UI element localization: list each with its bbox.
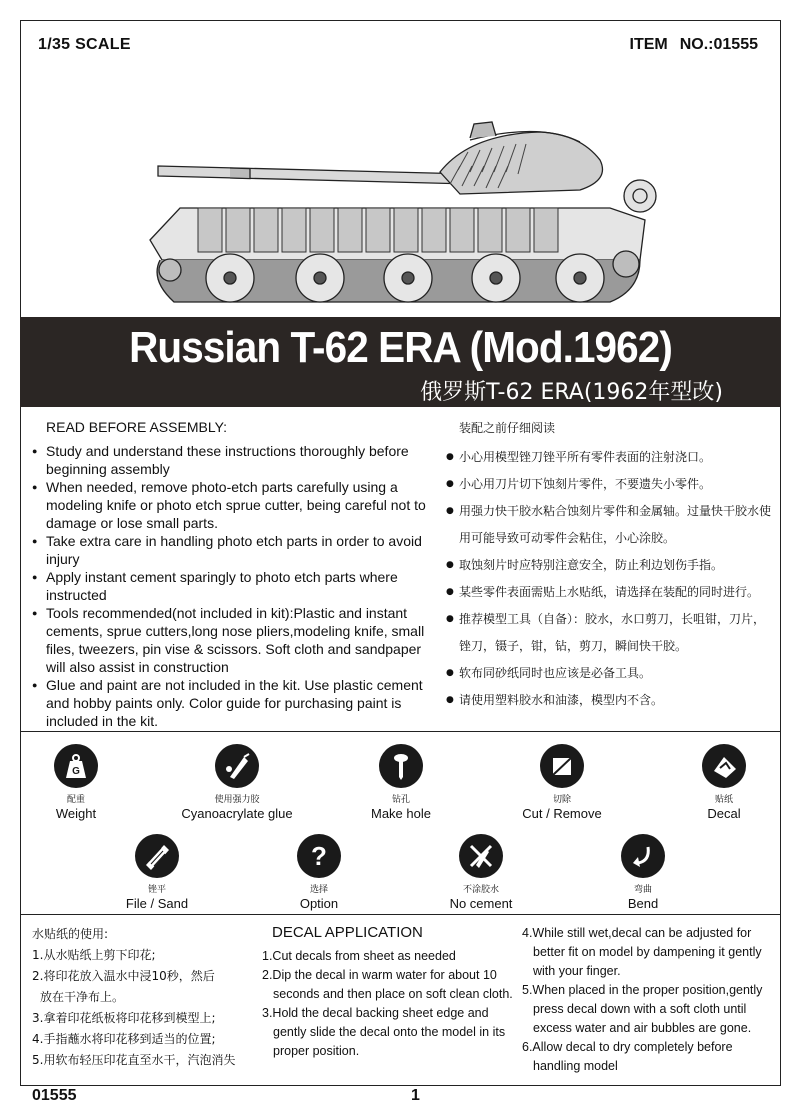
symbol-label-cn: 不涂胶水 [462,885,499,895]
symbol-option [254,834,384,911]
symbol-label-cn: 使用强力胶 [214,795,260,805]
title-band [20,317,781,407]
list-item: ● Study and understand these instructions thoroughly before beginning assembly [32,442,437,478]
weight-icon [54,744,98,788]
symbol-label-en: Option [299,896,339,911]
symbol-label-en: Bend [627,896,659,911]
symbol-glue [172,744,302,821]
symbol-decal [659,744,789,821]
list-item: ● 请使用塑料胶水和油漆，模型内不含。 [446,687,776,714]
weight-badge-letter: G [72,766,80,777]
decal-step: 1.Cut decals from sheet as needed [262,949,456,963]
symbol-label-cn: 切除 [552,795,571,805]
decal-step: 4.While still wet,decal can be adjusted for better fit on model by dampening it gently with your finger. [522,926,762,978]
symbol-label-en: No cement [449,896,513,911]
read-before-heading: READ BEFORE ASSEMBLY: [46,419,228,435]
decal-step-cn: 4.手指蘸水将印花移到适当的位置; [32,1032,216,1046]
list-item: ● 小心用模型锉刀锉平所有零件表面的注射浇口。 [446,444,776,471]
item-label: ITEM [629,36,668,53]
symbol-label-en: Decal [707,806,741,821]
decal-instructions-cn [32,924,235,1071]
decal-steps-right [522,924,772,1076]
list-item: ● 用强力快干胶水粘合蚀刻片零件和金属轴。过量快干胶水使用可能导致可动零件会粘住，小心涂胶。 [446,498,776,552]
list-item: ● 软布同砂纸同时也应该是必备工具。 [446,660,776,687]
list-item: ● 取蚀刻片时应特别注意安全，防止利边划伤手指。 [446,552,776,579]
title-chinese: 俄罗斯T-62 ERA(1962年型改) [420,380,723,405]
symbol-cut [497,744,627,821]
decal-heading-cn: 水贴纸的使用: [32,927,109,941]
no-cement-icon [459,834,503,878]
glue-icon [215,744,259,788]
symbol-label-en: Make hole [371,806,431,821]
decal-icon [702,744,746,788]
decal-step-cn: 5.用软布轻压印花直至水干，汽泡消失 [32,1053,236,1067]
decal-step-cn: 1.从水贴纸上剪下印花; [32,948,156,962]
list-item: ● 小心用刀片切下蚀刻片零件，不要遗失小零件。 [446,471,776,498]
instructions-chinese-list [446,444,776,714]
list-item: ● 推荐模型工具（自备）：胶水，水口剪刀，长咀钳，刀片，锉刀，镊子，钳，钻，剪刀，瞬间快干胶。 [446,606,776,660]
symbol-label-cn: 贴纸 [714,795,733,805]
decal-step-cn: 放在干净布上。 [40,990,125,1004]
list-item: ● When needed, remove photo-etch parts carefully using a modeling knife or photo etch sprue cutter, being careful not to damage or lose small parts. [32,478,437,532]
symbol-label-cn: 钻孔 [391,795,410,805]
scale-label: 1/35 SCALE [38,36,131,53]
symbol-label-en: Cut / Remove [522,806,602,821]
divider [20,731,781,732]
question-icon [297,834,341,878]
decal-step-cn: 2.将印花放入温水中浸10秒，然后 [32,969,215,983]
symbol-drill [336,744,466,821]
symbol-label-cn: 锉平 [147,885,166,895]
cut-icon [540,744,584,788]
item-number-header [630,36,758,54]
page-number: 1 [411,1087,420,1104]
decal-step-cn: 3.拿着印花纸板将印花移到模型上; [32,1011,216,1025]
instructions-english-list [32,442,437,730]
list-item: ● Tools recommended(not included in kit):Plastic and instant cements, sprue cutters,long nose pliers,modeling knife, small files, tweezers, pin vise & scissors. Soft cloth and sandpaper will also assist in construction [32,604,437,676]
symbol-label-en: Weight [55,806,97,821]
list-item: ● Apply instant cement sparingly to photo etch parts where instructed [32,568,437,604]
footer-item-number: 01555 [32,1087,77,1104]
decal-step: 6.Allow decal to dry completely before handling model [522,1040,733,1073]
drill-icon [379,744,423,788]
symbol-no-cement [416,834,546,911]
option-glyph: ? [311,840,327,871]
decal-steps-left [262,947,522,1061]
symbol-label-en: Cyanoacrylate glue [181,806,293,821]
list-item: ● Take extra care in handling photo etch parts in order to avoid injury [32,532,437,568]
decal-step: 3.Hold the decal backing sheet edge and gently slide the decal onto the model in its proper position. [262,1006,506,1058]
tank-illustration [30,110,770,315]
list-item: ● Glue and paint are not included in the kit. Use plastic cement and hobby paints only. Color guide for purchasing paint is included in the kit. [32,676,437,730]
file-icon [135,834,179,878]
symbol-bend [578,834,708,911]
decal-step: 5.When placed in the proper position,gently press decal down with a soft cloth until excess water and air bubbles are gone. [522,983,763,1035]
read-before-heading-cn: 装配之前仔细阅读 [459,421,556,435]
bend-icon [621,834,665,878]
symbol-label-en: File / Sand [125,896,189,911]
item-number: NO.:01555 [679,36,758,53]
symbol-file [92,834,222,911]
divider [20,914,781,915]
list-item: ● 某些零件表面需贴上水贴纸，请选择在装配的同时进行。 [446,579,776,606]
decal-heading: DECAL APPLICATION [272,924,423,941]
symbol-label-cn: 选择 [309,885,328,895]
symbol-weight [11,744,141,821]
title-english: Russian T-62 ERA (Mod.1962) [129,323,672,372]
symbol-label-cn: 弯曲 [633,885,652,895]
symbol-label-cn: 配重 [66,795,85,805]
decal-step: 2.Dip the decal in warm water for about 10 seconds and then place on soft clean cloth. [262,968,513,1001]
